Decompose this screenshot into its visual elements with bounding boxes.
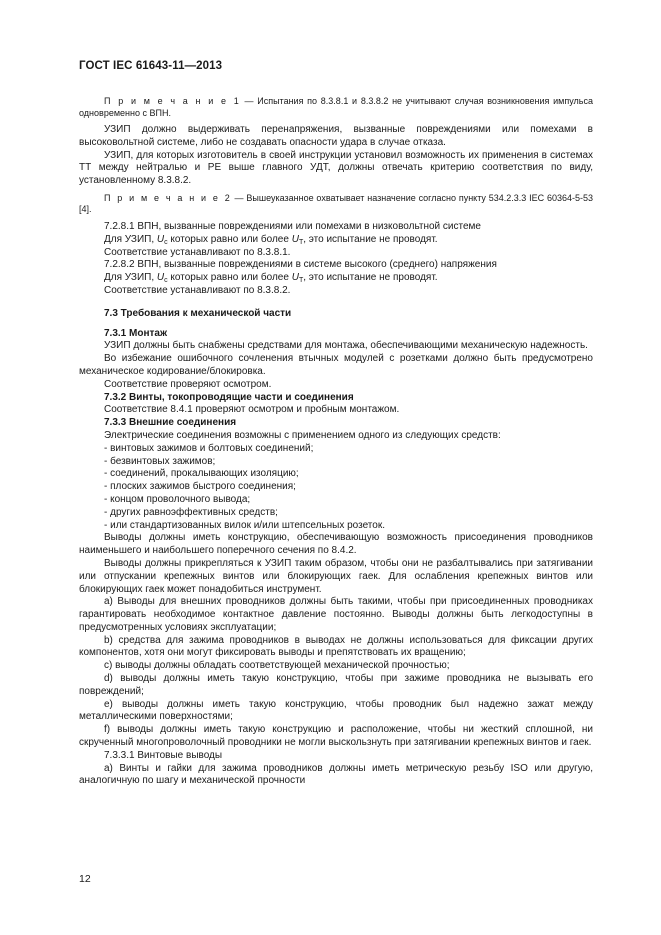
list-item: - соединений, прокалывающих изоляцию; <box>104 468 299 480</box>
paragraph: УЗИП должно выдерживать перенапряжения, вызванные повреждениями или помехами в высоковольтной системе, либо не создавать опасности удара в случае отказа. <box>79 124 593 148</box>
heading-7-3-3: 7.3.3 Внешние соединения <box>104 417 237 429</box>
paragraph: a) Винты и гайки для зажима проводников должны иметь метрическую резьбу ISO или другую, аналогичную по шагу и механической прочности <box>79 762 593 787</box>
item-b: b) средства для зажима проводников в выводах не должны использоваться для фиксации других компонентов, хотя они могут фиксировать выводы и препятствовать их вращению; <box>79 634 593 659</box>
paragraph: Во избежание ошибочного сочленения втычных модулей с розетками должно быть предусмотрено механическое кодирование/блокировка. <box>79 353 593 377</box>
item-c: c) выводы должны обладать соответствующей механической прочностью; <box>104 660 450 672</box>
note-2 <box>79 193 593 216</box>
list-item: - плоских зажимов быстрого соединения; <box>104 481 296 493</box>
paragraph: УЗИП, для которых изготовитель в своей инструкции установил возможность их применения в системах ТТ между нейтралью и РЕ выше главного УДТ, должны отвечать критерию соответствия по виду, установленному 8.3.8.2. <box>79 149 593 187</box>
paragraph: Электрические соединения возможны с применением одного из следующих средств: <box>104 429 501 441</box>
note-2-label: П р и м е ч а н и е 2 <box>104 192 232 203</box>
clause-7-2-8-1: 7.2.8.1 ВПН, вызванные повреждениями или помехами в низковольтной системе <box>104 220 481 232</box>
page-header: ГОСТ IEC 61643-11—2013 <box>79 60 223 72</box>
item-d: d) выводы должны иметь такую конструкцию, чтобы при зажиме проводника не вызывать его повреждений; <box>79 673 593 697</box>
paragraph-uc-2: Для УЗИП, $U_c$ которых равно или более $U_T$, это испытание не проводят. <box>104 272 438 285</box>
item-a: a) Выводы для внешних проводников должны быть такими, чтобы при присоединенных проводниках гарантировать необходимое контактное давление постоянно. Выводы должны быть легкодоступны в предусмотренных условиях эксплуатации; <box>79 596 593 633</box>
list-item: - безвинтовых зажимов; <box>104 455 216 467</box>
note-1-label: П р и м е ч а н и е 1 <box>104 96 241 106</box>
list-item: - концом проволочного вывода; <box>104 493 251 505</box>
section-heading-7-3: 7.3 Требования к механической части <box>104 307 292 319</box>
clause-7-2-8-2: 7.2.8.2 ВПН, вызванные повреждениями в системе высокого (среднего) напряжения <box>104 259 497 271</box>
item-f: f) выводы должны иметь такую конструкцию и расположение, чтобы ни жесткий сплошной, ни скрученный многопроволочный проводники не могли выскользнуть при затягивании крепежных винтов и гаек. <box>79 724 593 749</box>
note-2-text: — Вышеуказанное охватывает назначение согласно пункту 534.2.3.3 IEC 60364-5-53 [4]. <box>79 192 593 215</box>
item-e: e) выводы должны иметь такую конструкцию, чтобы проводник был надежно зажат между металлическими поверхностями; <box>79 698 593 723</box>
list-item: - других равноэффективных средств; <box>104 506 278 518</box>
paragraph: Выводы должны прикрепляться к УЗИП таким образом, чтобы они не разбалтывались при затягивании или отпускании крепежных винтов или блокирующих гаек. Для ослабления крепежных винтов или блокирующих гаек может понадобиться инструмент. <box>79 557 593 595</box>
paragraph: Соответствие устанавливают по 8.3.8.1. <box>104 246 291 258</box>
list-item: - или стандартизованных вилок и/или штепсельных розеток. <box>104 519 385 531</box>
paragraph: УЗИП должны быть снабжены средствами для монтажа, обеспечивающими механическую надежность. <box>104 340 588 352</box>
heading-7-3-1: 7.3.1 Монтаж <box>104 327 168 339</box>
note-1-text: — Испытания по 8.3.8.1 и 8.3.8.2 не учитывают случая возникновения импульса одновременно с ВПН. <box>79 96 593 118</box>
heading-7-3-3-1: 7.3.3.1 Винтовые выводы <box>104 749 223 761</box>
paragraph: Соответствие проверяют осмотром. <box>104 378 272 390</box>
note-1 <box>79 96 593 119</box>
page-number: 12 <box>79 873 91 885</box>
paragraph-uc-1: Для УЗИП, $U_c$ которых равно или более $U_T$, это испытание не проводят. <box>104 233 438 246</box>
paragraph: Соответствие устанавливают по 8.3.8.2. <box>104 284 291 296</box>
heading-7-3-2: 7.3.2 Винты, токопроводящие части и соединения <box>104 391 354 403</box>
list-item: - винтовых зажимов и болтовых соединений; <box>104 442 314 454</box>
paragraph: Выводы должны иметь конструкцию, обеспечивающую возможность присоединения проводников наименьшего и наибольшего поперечного сечения по 8.4.2. <box>79 532 593 557</box>
document-body <box>79 96 593 788</box>
paragraph: Соответствие 8.4.1 проверяют осмотром и пробным монтажом. <box>104 404 400 416</box>
